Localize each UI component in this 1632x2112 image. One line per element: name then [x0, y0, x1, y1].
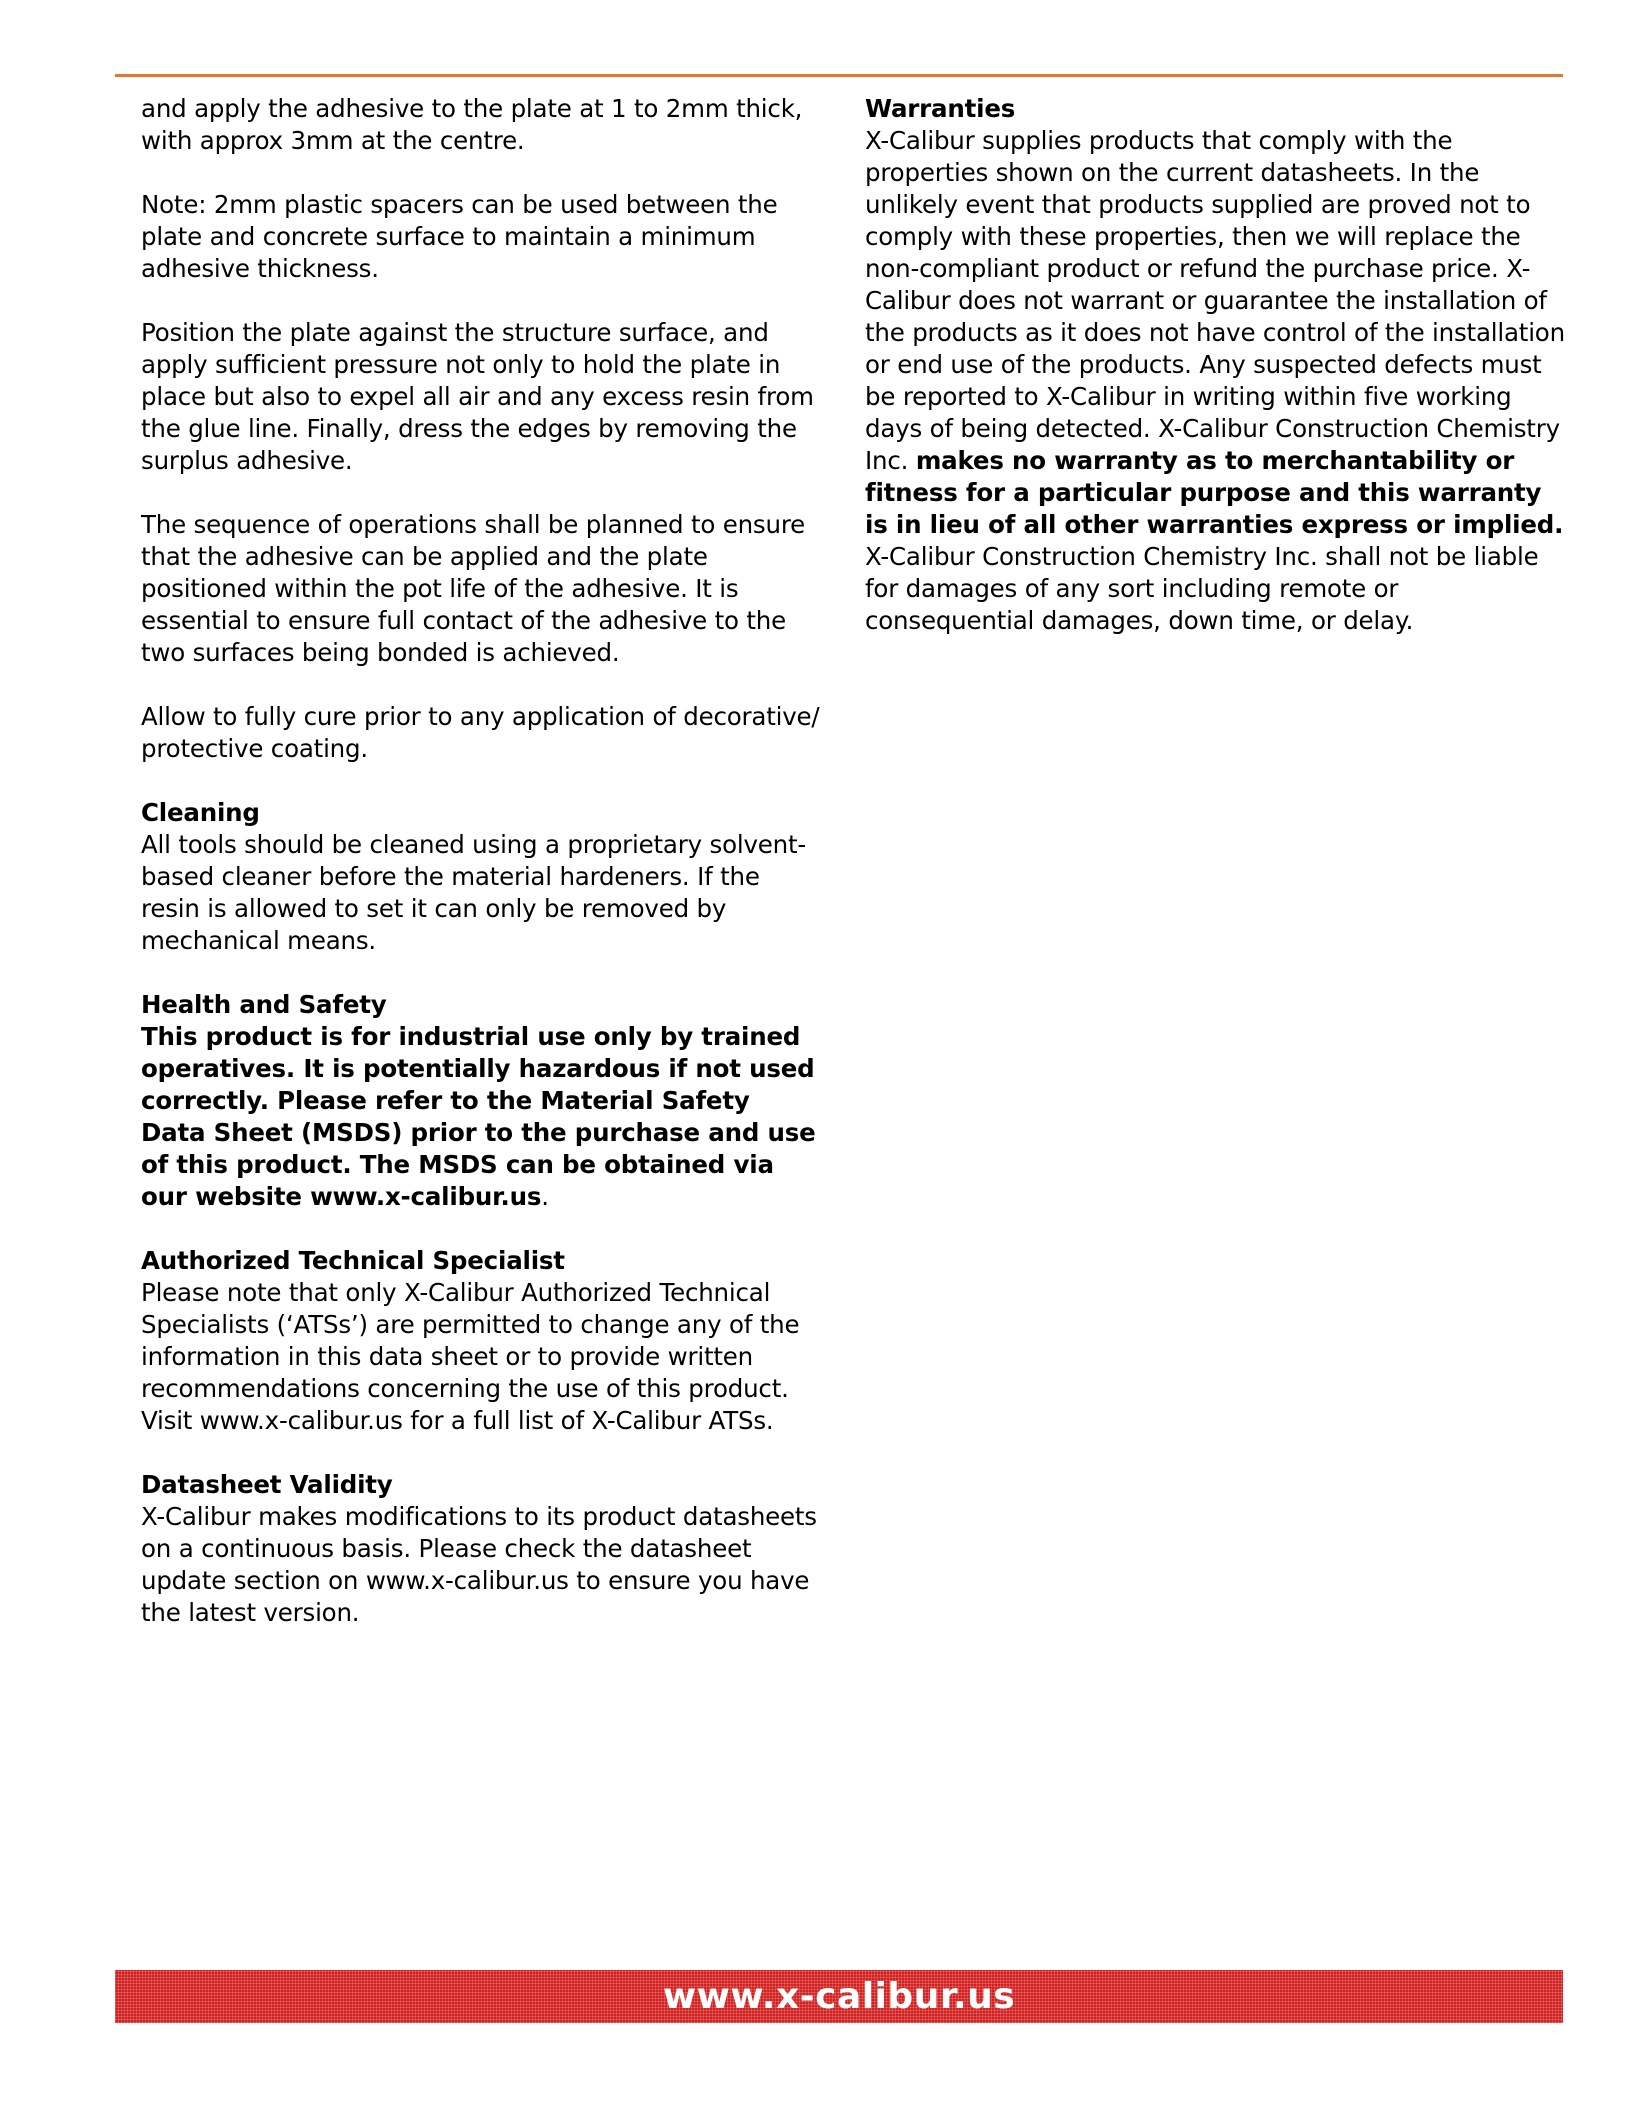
ats-section: [141, 1245, 821, 1437]
warranties-body-bold: makes no warranty as to merchantability or fitness for a particular purpose and this warranty is in lieu of all other warranties express or implied.: [865, 446, 1564, 539]
validity-body: X-Calibur makes modifications to its product datasheets on a continuous basis. Please check the datasheet update section on www.x-calibur.us to ensure you have the latest version.: [141, 1502, 817, 1627]
sequence-paragraph: The sequence of operations shall be planned to ensure that the adhesive can be applied and the plate positioned within the pot life of the adhesive. It is essential to ensure full contact of the adhesive to the two surfaces being bonded is achieved.: [141, 510, 806, 667]
cleaning-heading: Cleaning: [141, 798, 260, 827]
spacer-note-paragraph: Note: 2mm plastic spacers can be used between the plate and concrete surface to maintain a minimum adhesive thickness.: [141, 190, 778, 283]
health-safety-heading: Health and Safety: [141, 990, 387, 1019]
ats-heading: Authorized Technical Specialist: [141, 1246, 565, 1275]
warranties-body-end: X-Calibur Construction Chemistry Inc. shall not be liable for damages of any sort including remote or consequential damages, down time, or delay.: [865, 542, 1539, 635]
warranties-section: [865, 93, 1565, 637]
left-column: [141, 93, 821, 1661]
health-safety-tail: .: [541, 1182, 549, 1211]
validity-section: [141, 1469, 821, 1629]
application-paragraph: and apply the adhesive to the plate at 1 to 2mm thick, with approx 3mm at the centre.: [141, 94, 803, 155]
cleaning-body: All tools should be cleaned using a proprietary solvent-based cleaner before the material hardeners. If the resin is allowed to set it can only be removed by mechanical means.: [141, 830, 807, 955]
warranties-heading: Warranties: [865, 94, 1016, 123]
ats-body: Please note that only X-Calibur Authorized Technical Specialists (‘ATSs’) are permitted to change any of the information in this data sheet or to provide written recommendations concerning the use of this product. Visit www.x-calibur.us for a full list of X-Calibur ATSs.: [141, 1278, 800, 1435]
top-divider: [115, 74, 1563, 77]
warranties-body-start: X-Calibur supplies products that comply with the properties shown on the current datasheets. In the unlikely event that products supplied are proved not to comply with these properties, then we will replace the non-compliant product or refund the purchase price. X-Calibur does not warrant or guarantee the installation of the products as it does not have control of the installation or end use of the products. Any suspected defects must be reported to X-Calibur in writing within five working days of being detected. X-Calibur Construction Chemistry Inc.: [865, 126, 1565, 475]
cure-paragraph: Allow to fully cure prior to any application of decorative/ protective coating.: [141, 702, 820, 763]
cleaning-section: [141, 797, 821, 957]
footer-website-link[interactable]: www.x-calibur.us: [662, 1976, 1016, 2017]
positioning-paragraph: Position the plate against the structure surface, and apply sufficient pressure not only to hold the plate in place but also to expel all air and any excess resin from the glue line. Finally, dress the edges by removing the surplus adhesive.: [141, 318, 814, 475]
health-safety-section: [141, 989, 821, 1213]
right-column: [865, 93, 1565, 669]
footer-bar: [115, 1970, 1563, 2023]
health-safety-body: This product is for industrial use only by trained operatives. It is potentially hazardous if not used correctly. Please refer to the Material Safety Data Sheet (MSDS) prior to the purchase and use of this product. The MSDS can be obtained via our website www.x-calibur.us: [141, 1022, 816, 1211]
validity-heading: Datasheet Validity: [141, 1470, 393, 1499]
